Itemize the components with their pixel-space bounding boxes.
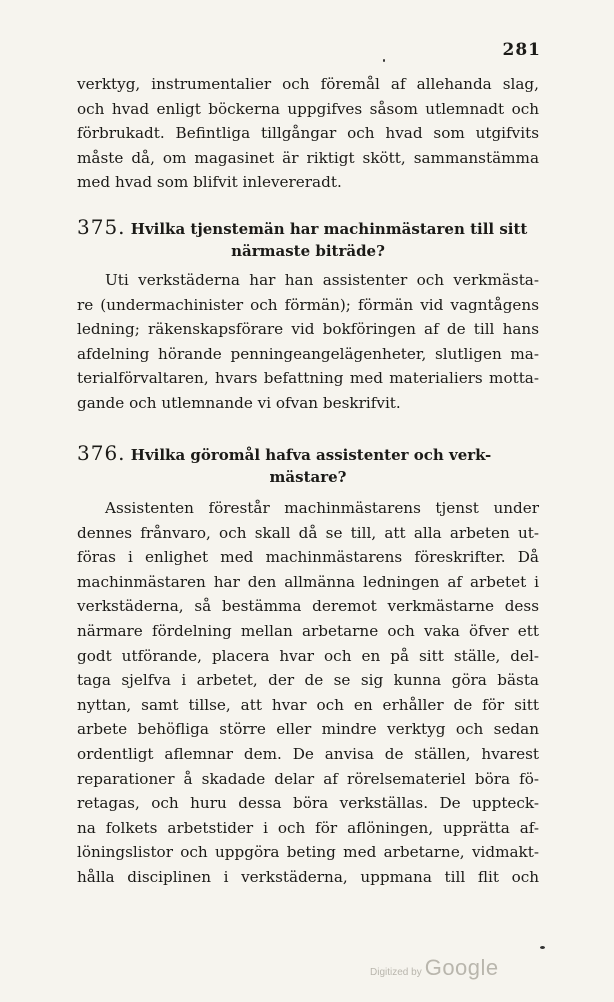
page-number: 281 (502, 40, 541, 60)
question-text: mästare? (269, 468, 347, 486)
intro-paragraph (77, 72, 539, 195)
answer-376-paragraph (77, 496, 539, 890)
text-line: och hvad enligt böckerna uppgifves såsom utlemnadt och (77, 99, 539, 118)
text-line: machinmästaren har den allmänna ledningen af arbetet i (77, 572, 539, 591)
question-line (77, 216, 539, 240)
text-line: re (undermachinister och förmän); förmän vid vagntågens (77, 295, 539, 314)
text-line: nyttan, samt tillse, att hvar och en erhåller de för sitt (77, 695, 539, 714)
text-line: verkstäderna, så bestämma deremot verkmästarne dess (77, 597, 539, 616)
text-line: reparationer å skadade delar af rörelsemateriel böra fö- (77, 769, 539, 788)
text-line: ledning; räkenskapsförare vid bokföringen af de till hans (77, 320, 539, 339)
watermark-prefix: Digitized by (370, 967, 422, 978)
text-line: löningslistor och uppgöra beting med arbetarne, vidmakt- (77, 843, 539, 862)
text-line: verktyg, instrumentalier och föremål af allehanda slag, (77, 75, 539, 93)
question-line (77, 442, 539, 466)
text-line: arbete behöfliga större eller mindre verktyg och sedan (77, 720, 539, 739)
text-line: retagas, och huru dessa böra verkställas. De uppteck- (77, 794, 539, 813)
ink-speck (383, 59, 385, 62)
text-line: Uti verkstäderna har han assistenter och verkmästa- (105, 271, 539, 289)
question-375 (77, 216, 539, 262)
digitized-watermark (370, 955, 499, 981)
text-line: godt utförande, placera hvar och en på sitt ställe, del- (77, 646, 539, 665)
text-line: hålla disciplinen i verkstäderna, uppmana till flit och (77, 867, 539, 886)
question-number: 376. (77, 441, 126, 465)
answer-375-paragraph (77, 268, 539, 416)
text-line: afdelning hörande penningeangelägenheter, slutligen ma- (77, 344, 539, 363)
ink-speck (540, 946, 545, 949)
text-line: dennes frånvaro, och skall då se till, att alla arbeten ut- (77, 523, 539, 542)
question-text: Hvilka göromål hafva assistenter och verk- (130, 446, 492, 464)
question-number: 375. (77, 215, 126, 239)
text-line: na folkets arbetstider i och för aflöningen, upprätta af- (77, 818, 539, 837)
question-376 (77, 442, 539, 488)
text-line: föras i enlighet med machinmästarens föreskrifter. Då (77, 548, 539, 567)
question-text: närmaste biträde? (231, 242, 385, 260)
text-line: Assistenten förestår machinmästarens tjenst under (105, 499, 539, 517)
text-line: ordentligt aflemnar dem. De anvisa de ställen, hvarest (77, 744, 539, 763)
text-line: gande och utlemnande vi ofvan beskrifvit. (77, 393, 401, 412)
text-line: förbrukadt. Befintliga tillgångar och hvad som utgifvits (77, 124, 539, 143)
text-line: närmare fördelning mellan arbetarne och vaka öfver ett (77, 621, 539, 640)
text-line: måste då, om magasinet är riktigt skött, sammanstämma (77, 148, 539, 167)
text-line: med hvad som blifvit inlevereradt. (77, 173, 342, 192)
question-text: Hvilka tjenstemän har machinmästaren till sitt (130, 220, 528, 238)
text-line: terialförvaltaren, hvars befattning med materialiers motta- (77, 369, 539, 388)
google-logo-text: Google (424, 955, 499, 980)
text-line: taga sjelfva i arbetet, der de se sig kunna göra bästa (77, 671, 539, 690)
